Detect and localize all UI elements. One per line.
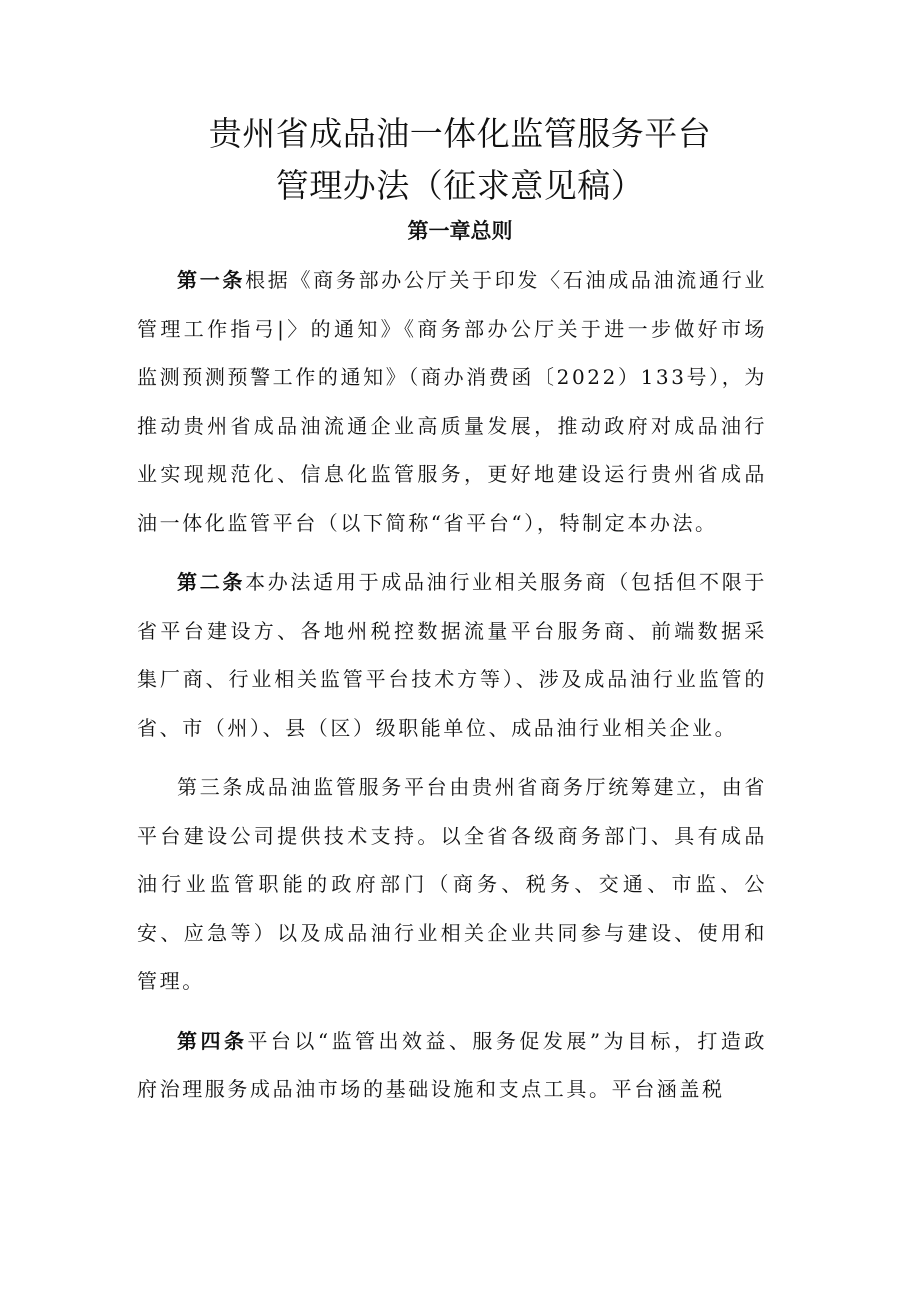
article-1	[137, 256, 767, 547]
article-text: 平台以“监管出效益、服务促发展”为目标，打造政府治理服务成品油市场的基础设施和支点工具。平台涵盖税	[137, 1028, 767, 1101]
chapter-heading: 第一章总则	[407, 218, 513, 243]
article-2	[137, 558, 767, 752]
article-label: 第四条	[177, 1028, 248, 1053]
title-line-2: 管理办法（征求意见稿）	[275, 166, 645, 205]
article-4	[137, 1017, 767, 1114]
article-label: 第二条	[177, 570, 246, 594]
article-label: 第一条	[177, 268, 246, 292]
article-3	[137, 763, 767, 1006]
article-text: 根据《商务部办公厅关于印发〈石油成品油流通行业管理工作指弓|〉的通知》《商务部办公厅关于进一步做好市场监测预测预警工作的通知》（商办消费函〔2022）133号），为推动贵州省成品油流通企业高质量发展，推动政府对成品油行业实现规范化、信息化监管服务，更好地建设运行贵州省成品油一体化监管平台（以下简称“省平台“），特制定本办法。	[137, 268, 767, 535]
document-title	[0, 108, 920, 212]
title-line-1: 贵州省成品油一体化监管服务平台	[208, 114, 712, 153]
article-text: 第三条成品油监管服务平台由贵州省商务厅统筹建立，由省平台建设公司提供技术支持。以全省各级商务部门、具有成品油行业监管职能的政府部门（商务、税务、交通、市监、公安、应急等）以及成品油行业相关企业共同参与建设、使用和管理。	[137, 775, 767, 993]
document-body	[137, 256, 767, 1114]
article-text: 本办法适用于成品油行业相关服务商（包括但不限于省平台建设方、各地州税控数据流量平台服务商、前端数据采集厂商、行业相关监管平台技术方等）、涉及成品油行业监管的省、市（州）、县（区）级职能单位、成品油行业相关企业。	[137, 570, 767, 740]
